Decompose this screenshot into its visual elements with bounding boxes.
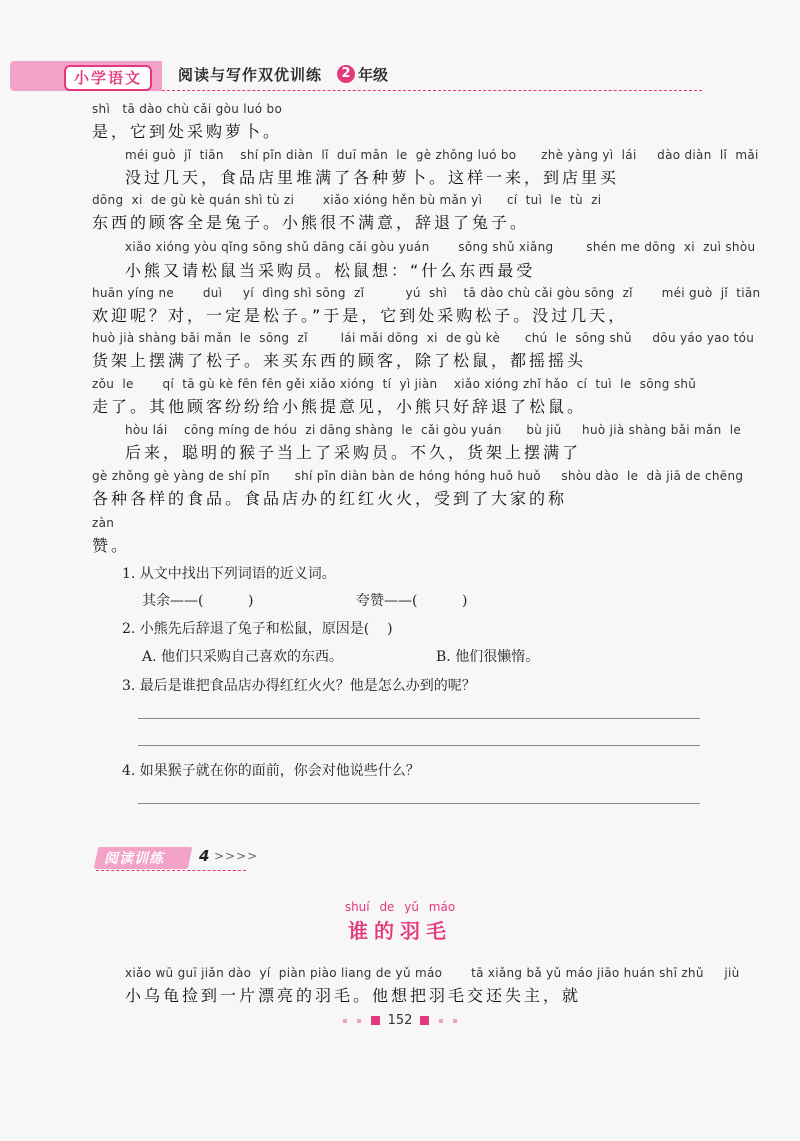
story-title-pinyin: shuí de yǔ máo (344, 900, 456, 914)
pinyin-line: xiǎo xióng yòu qǐng sōng shǔ dāng cǎi gòu yuán sōng shǔ xiǎng shén me dōng xi zuì shòu (125, 240, 756, 254)
book-title: 阅读与写作双优训练 (178, 66, 323, 84)
hanzi-line: 后来，聪明的猴子当上了采购员。不久，货架上摆满了 (125, 443, 582, 462)
decor-square-icon (420, 1016, 429, 1025)
pinyin-line: xiǎo wū guī jiǎn dào yí piàn piào liang de yǔ máo tā xiǎng bǎ yǔ máo jiāo huán shī zhǔ jiù (125, 966, 740, 980)
pinyin-line: méi guò jǐ tiān shí pǐn diàn lǐ duī mǎn le gè zhǒng luó bo zhè yàng yì lái dào diàn lǐ mǎi (125, 148, 759, 162)
question-1-synonym-b: 夸赞——( ) (356, 593, 468, 609)
hanzi-line: 是，它到处采购萝卜。 (92, 122, 283, 141)
hanzi-line: 各种各样的食品。食品店办的红红火火，受到了大家的称 (92, 489, 568, 508)
pinyin-line: dōng xi de gù kè quán shì tù zi xiǎo xióng hěn bù mǎn yì cí tuì le tù zi (92, 193, 602, 207)
question-3: 3. 最后是谁把食品店办得红红火火？他是怎么办到的呢？ (122, 678, 476, 694)
pinyin-line: huān yíng ne duì yí dìng shì sōng zǐ yú shì tā dào chù cǎi gòu sōng zǐ méi guò jǐ tiān (92, 286, 761, 300)
section-tag-label: 阅读训练 (104, 851, 164, 867)
question-1: 1. 从文中找出下列词语的近义词。 (122, 566, 336, 582)
hanzi-line: 没过几天，食品店里堆满了各种萝卜。这样一来，到店里买 (125, 168, 620, 187)
pinyin-line: hòu lái cōng míng de hóu zi dāng shàng le cǎi gòu yuán bù jiǔ huò jià shàng bǎi mǎn le (125, 423, 742, 437)
grade-number-badge: 2 (337, 65, 355, 83)
decor-square-icon (371, 1016, 380, 1025)
decor-square-icon (357, 1019, 361, 1023)
answer-line[interactable] (138, 745, 700, 746)
hanzi-line: 小乌龟捡到一片漂亮的羽毛。他想把羽毛交还失主，就 (125, 986, 582, 1005)
section-arrows: >>>> (214, 849, 259, 863)
answer-line[interactable] (138, 718, 700, 719)
pinyin-line: gè zhǒng gè yàng de shí pǐn shí pǐn diàn bàn de hóng hóng huǒ huǒ shòu dào le dà jiā de chēng (92, 469, 744, 483)
pinyin-line: zǒu le qí tā gù kè fēn fēn gěi xiǎo xióng tí yì jiàn xiǎo xióng zhǐ hǎo cí tuì le sōng shǔ (92, 377, 697, 391)
pinyin-line: shì tā dào chù cǎi gòu luó bo (92, 102, 283, 116)
story-title: 谁的羽毛 (348, 919, 452, 943)
hanzi-line: 货架上摆满了松子。来买东西的顾客，除了松鼠，都摇摇头 (92, 351, 587, 370)
header-divider (162, 90, 702, 91)
decor-square-icon (439, 1019, 443, 1023)
pinyin-line: zàn (92, 516, 115, 530)
decor-square-icon (343, 1019, 347, 1023)
hanzi-line: 赞。 (92, 536, 131, 555)
question-4: 4. 如果猴子就在你的面前，你会对他说些什么？ (122, 763, 420, 779)
page-number: 152 (387, 1013, 413, 1028)
hanzi-line: 走了。其他顾客纷纷给小熊提意见，小熊只好辞退了松鼠。 (92, 397, 587, 416)
subject-badge: 小学语文 (64, 65, 152, 91)
page-footer (0, 1013, 800, 1028)
question-2: 2. 小熊先后辞退了兔子和松鼠，原因是( ) (122, 621, 393, 637)
hanzi-line: 欢迎呢？对，一定是松子。”于是，它到处采购松子。没过几天， (92, 306, 628, 325)
grade-label: 年级 (358, 66, 389, 84)
section-number: 4 (199, 847, 210, 865)
hanzi-line: 东西的顾客全是兔子。小熊很不满意，辞退了兔子。 (92, 213, 530, 232)
section-divider (96, 870, 246, 871)
hanzi-line: 小熊又请松鼠当采购员。松鼠想：“什么东西最受 (125, 261, 536, 280)
question-1-synonym-a: 其余——( ) (142, 593, 254, 609)
pinyin-line: huò jià shàng bǎi mǎn le sōng zǐ lái mǎi dōng xi de gù kè chú le sōng shǔ dōu yáo yao tóu (92, 331, 755, 345)
question-2-option-b: B. 他们很懒惰。 (436, 649, 540, 665)
question-2-option-a: A. 他们只采购自己喜欢的东西。 (142, 649, 344, 665)
decor-square-icon (453, 1019, 457, 1023)
answer-line[interactable] (138, 803, 700, 804)
